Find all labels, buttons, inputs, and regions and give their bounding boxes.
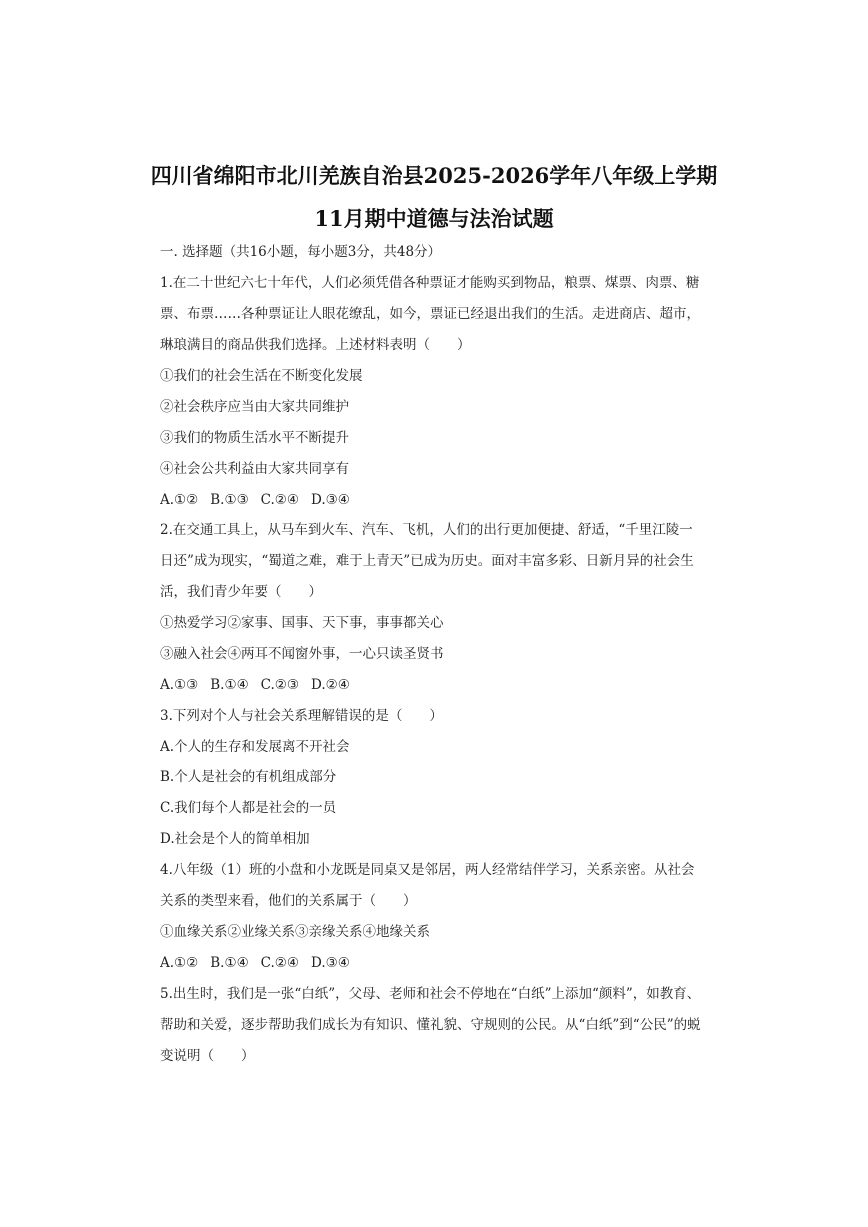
q1-options xyxy=(160,491,720,509)
q2-options xyxy=(160,676,720,694)
q4-option-d: D.③④ xyxy=(311,955,350,971)
q2-option-d: D.②④ xyxy=(311,677,350,693)
q1-stem-line-2: 票、布票……各种票证让人眼花缭乱，如今，票证已经退出我们的生活。走进商店、超市， xyxy=(160,306,700,322)
q2-option-c: C.②③ xyxy=(260,677,300,693)
q1-stem-line-3: 琳琅满目的商品供我们选择。上述材料表明（ ） xyxy=(160,337,471,353)
q1-statement-3: ③我们的物质生活水平不断提升 xyxy=(160,430,349,446)
q4-options xyxy=(160,954,720,972)
q1-stem-line-1: 1.在二十世纪六七十年代，人们必须凭借各种票证才能购买到物品，粮票、煤票、肉票、糖 xyxy=(160,275,700,291)
q4-stem-line-1: 4.八年级（1）班的小盘和小龙既是同桌又是邻居，两人经常结伴学习，关系亲密。从社会 xyxy=(160,862,695,878)
q3-stem: 3.下列对个人与社会关系理解错误的是（ ） xyxy=(160,708,443,724)
q1-option-b: B.①③ xyxy=(210,492,249,508)
q4-stem-line-2: 关系的类型来看，他们的关系属于（ ） xyxy=(160,893,417,909)
q2-stem-line-3: 活，我们青少年要（ ） xyxy=(160,584,322,600)
q3-option-d: D.社会是个人的简单相加 xyxy=(160,831,310,847)
q2-stem-line-2: 日还”成为现实，“蜀道之难，难于上青天”已成为历史。面对丰富多彩、日新月异的社会生 xyxy=(160,553,694,569)
q4-option-b: B.①④ xyxy=(210,955,249,971)
q2-option-b: B.①④ xyxy=(210,677,249,693)
q2-statement-1: ①热爱学习②家事、国事、天下事，事事都关心 xyxy=(160,615,444,631)
q4-option-a: A.①② xyxy=(160,955,199,971)
q3-option-c: C.我们每个人都是社会的一员 xyxy=(160,800,337,816)
q4-option-c: C.②④ xyxy=(260,955,300,971)
q2-stem-line-1: 2.在交通工具上，从马车到火车、汽车、飞机，人们的出行更加便捷、舒适，“千里江陵一 xyxy=(160,522,693,538)
q1-statement-4: ④社会公共利益由大家共同享有 xyxy=(160,461,349,477)
q1-statement-2: ②社会秩序应当由大家共同维护 xyxy=(160,399,349,415)
q5-stem-line-1: 5.出生时，我们是一张“白纸”，父母、老师和社会不停地在“白纸”上添加“颜料”，如教育、 xyxy=(160,986,701,1002)
section-heading: 一. 选择题（共16小题，每小题3分，共48分） xyxy=(160,244,442,260)
q5-stem-line-2: 帮助和关爱，逐步帮助我们成长为有知识、懂礼貌、守规则的公民。从“白纸”到“公民”的蜕 xyxy=(160,1017,701,1033)
q1-option-d: D.③④ xyxy=(311,492,350,508)
exam-title-line-2: 11月期中道德与法治试题 xyxy=(314,206,554,231)
exam-title-line-1: 四川省绵阳市北川羌族自治县2025-2026学年八年级上学期 xyxy=(150,163,718,188)
q1-option-c: C.②④ xyxy=(260,492,300,508)
q3-option-a: A.个人的生存和发展离不开社会 xyxy=(160,739,350,755)
q1-option-a: A.①② xyxy=(160,492,199,508)
q2-option-a: A.①③ xyxy=(160,677,199,693)
q5-stem-line-3: 变说明（ ） xyxy=(160,1048,255,1064)
q1-statement-1: ①我们的社会生活在不断变化发展 xyxy=(160,368,363,384)
q3-option-b: B.个人是社会的有机组成部分 xyxy=(160,769,337,785)
q4-statements: ①血缘关系②业缘关系③亲缘关系④地缘关系 xyxy=(160,924,430,940)
q2-statement-2: ③融入社会④两耳不闻窗外事，一心只读圣贤书 xyxy=(160,646,444,662)
